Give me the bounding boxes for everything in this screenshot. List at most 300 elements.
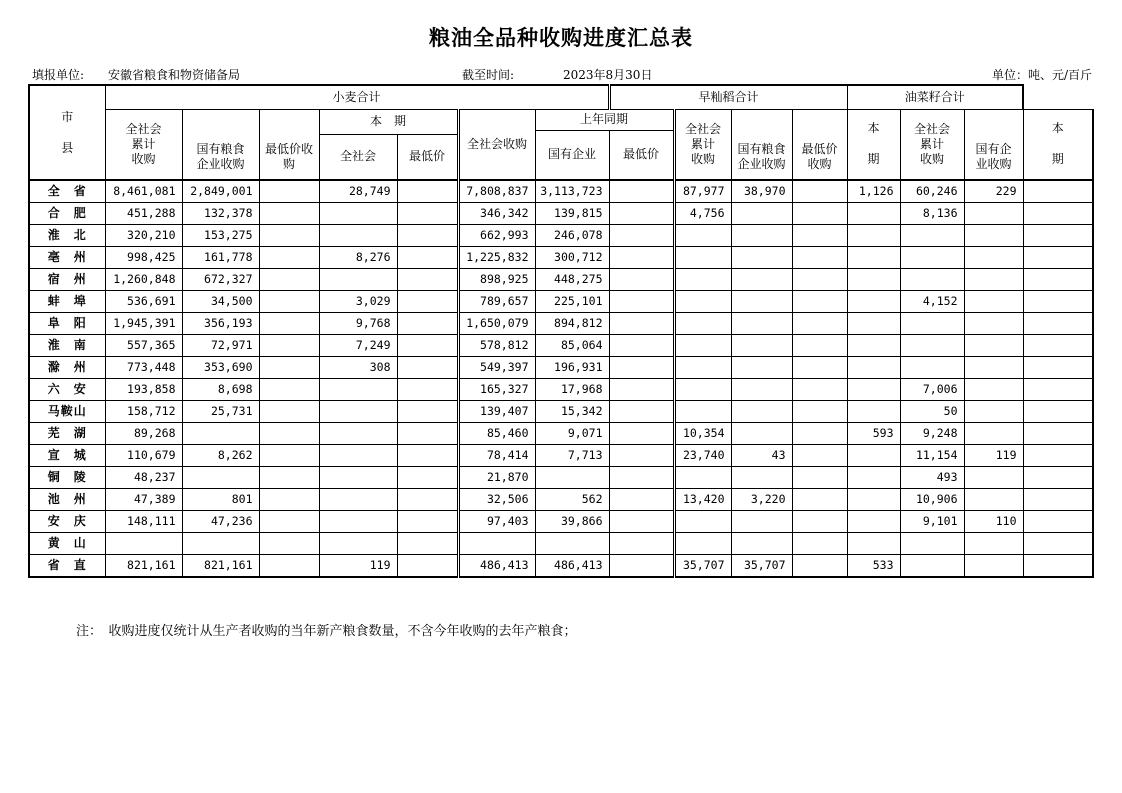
- table-cell: [397, 401, 458, 423]
- table-cell: [674, 335, 731, 357]
- table-cell: 17,968: [535, 379, 609, 401]
- table-row: [29, 180, 1093, 203]
- table-cell: [792, 445, 847, 467]
- table-cell: [792, 401, 847, 423]
- table-cell: [259, 313, 319, 335]
- table-cell: 356,193: [182, 313, 259, 335]
- table-cell: [105, 533, 182, 555]
- rape-current-line2: 期: [1051, 152, 1064, 167]
- table-cell: 7,006: [900, 379, 964, 401]
- table-cell: 39,866: [535, 511, 609, 533]
- table-cell: [609, 489, 674, 511]
- table-cell: [731, 511, 792, 533]
- early-rice-total-header: 早籼稻合计: [609, 85, 847, 109]
- table-cell: [182, 467, 259, 489]
- row-region-name: 芜 湖: [29, 423, 105, 445]
- table-cell: [964, 269, 1023, 291]
- rapeseed-total-header: 油菜籽合计: [847, 85, 1023, 109]
- table-cell: [674, 467, 731, 489]
- rice-cum-line1: 全社会: [684, 121, 721, 136]
- table-cell: [792, 467, 847, 489]
- table-cell: [397, 180, 458, 203]
- table-cell: [259, 335, 319, 357]
- table-cell: [397, 379, 458, 401]
- table-cell: [900, 555, 964, 578]
- table-cell: 119: [964, 445, 1023, 467]
- row-region-name: 蚌 埠: [29, 291, 105, 313]
- table-cell: [319, 401, 397, 423]
- table-cell: [1023, 180, 1093, 203]
- table-cell: [1023, 335, 1093, 357]
- table-cell: 23,740: [674, 445, 731, 467]
- table-cell: 7,249: [319, 335, 397, 357]
- rice-state-line2: 企业收购: [737, 156, 786, 171]
- table-cell: 8,461,081: [105, 180, 182, 203]
- table-cell: [900, 313, 964, 335]
- row-region-name: 亳 州: [29, 247, 105, 269]
- table-cell: [792, 379, 847, 401]
- table-cell: [731, 357, 792, 379]
- table-cell: [900, 269, 964, 291]
- rice-min-spacer: [792, 109, 847, 134]
- table-cell: 773,448: [105, 357, 182, 379]
- table-cell: [792, 533, 847, 555]
- table-cell: 1,225,832: [458, 247, 535, 269]
- wheat-cum-header: [105, 109, 182, 180]
- date-label: 截至时间:: [462, 68, 515, 82]
- table-cell: [259, 180, 319, 203]
- table-cell: [674, 379, 731, 401]
- table-cell: 139,407: [458, 401, 535, 423]
- table-cell: [964, 203, 1023, 225]
- wheat-cum-line1: 全社会: [125, 121, 162, 136]
- table-cell: 894,812: [535, 313, 609, 335]
- table-cell: 533: [847, 555, 900, 578]
- table-cell: [1023, 247, 1093, 269]
- rape-cum-header: [900, 109, 964, 180]
- table-cell: [964, 467, 1023, 489]
- table-cell: 486,413: [535, 555, 609, 578]
- rape-state-spacer: [964, 109, 1023, 134]
- row-region-name: 马鞍山: [29, 401, 105, 423]
- table-cell: [259, 225, 319, 247]
- table-cell: [792, 203, 847, 225]
- table-cell: [1023, 467, 1093, 489]
- table-cell: [397, 247, 458, 269]
- table-cell: 662,993: [458, 225, 535, 247]
- table-cell: [609, 225, 674, 247]
- rice-cum-header: [674, 109, 731, 180]
- row-region-name: 滁 州: [29, 357, 105, 379]
- rape-cum-line2: 累计: [919, 136, 944, 151]
- table-cell: [964, 555, 1023, 578]
- table-cell: [259, 247, 319, 269]
- table-cell: [319, 445, 397, 467]
- table-cell: [1023, 511, 1093, 533]
- table-cell: [964, 401, 1023, 423]
- measure-unit: 单位：吨、元/百斤: [991, 68, 1092, 82]
- table-cell: [397, 313, 458, 335]
- table-cell: [847, 247, 900, 269]
- table-cell: 38,970: [731, 180, 792, 203]
- date-value: 2023年8月30日: [563, 68, 653, 82]
- table-cell: [609, 555, 674, 578]
- table-cell: [397, 203, 458, 225]
- wheat-ly-min-header: 最低价: [609, 130, 674, 180]
- table-cell: 193,858: [105, 379, 182, 401]
- table-cell: [259, 511, 319, 533]
- table-cell: 246,078: [535, 225, 609, 247]
- table-row: [29, 313, 1093, 335]
- row-region-name: 安 庆: [29, 511, 105, 533]
- table-cell: [1023, 203, 1093, 225]
- table-cell: 158,712: [105, 401, 182, 423]
- table-cell: 9,101: [900, 511, 964, 533]
- table-cell: [847, 533, 900, 555]
- table-cell: [259, 467, 319, 489]
- table-cell: 25,731: [182, 401, 259, 423]
- wheat-ly-state-header: 国有企业: [535, 130, 609, 180]
- table-cell: [1023, 489, 1093, 511]
- table-cell: [609, 357, 674, 379]
- table-cell: 8,136: [900, 203, 964, 225]
- row-region-name: 宿 州: [29, 269, 105, 291]
- rape-state-line1: 国有企: [975, 141, 1012, 156]
- rape-current-line1: 本: [1051, 121, 1064, 136]
- table-cell: 536,691: [105, 291, 182, 313]
- purchase-progress-table: [28, 84, 1094, 578]
- table-cell: [1023, 291, 1093, 313]
- table-cell: [964, 247, 1023, 269]
- table-row: [29, 511, 1093, 533]
- table-cell: [847, 379, 900, 401]
- table-cell: 346,342: [458, 203, 535, 225]
- table-cell: [319, 489, 397, 511]
- table-row: [29, 533, 1093, 555]
- table-cell: 148,111: [105, 511, 182, 533]
- table-cell: 1,650,079: [458, 313, 535, 335]
- table-cell: 139,815: [535, 203, 609, 225]
- table-cell: 15,342: [535, 401, 609, 423]
- table-cell: 8,262: [182, 445, 259, 467]
- table-cell: [397, 533, 458, 555]
- rice-cum-line3: 收购: [690, 151, 715, 166]
- table-cell: [259, 445, 319, 467]
- table-cell: [609, 180, 674, 203]
- table-cell: 225,101: [535, 291, 609, 313]
- table-cell: [964, 357, 1023, 379]
- table-cell: [1023, 423, 1093, 445]
- table-cell: 11,154: [900, 445, 964, 467]
- table-cell: 72,971: [182, 335, 259, 357]
- table-cell: [731, 401, 792, 423]
- table-cell: [259, 489, 319, 511]
- table-cell: [259, 269, 319, 291]
- table-cell: 493: [900, 467, 964, 489]
- table-cell: [674, 225, 731, 247]
- page-title: 粮油全品种收购进度汇总表: [429, 26, 693, 50]
- table-cell: [397, 357, 458, 379]
- table-cell: 89,268: [105, 423, 182, 445]
- table-cell: [319, 203, 397, 225]
- table-cell: 1,260,848: [105, 269, 182, 291]
- table-cell: 1,945,391: [105, 313, 182, 335]
- rice-state-header: [731, 134, 792, 180]
- table-cell: [792, 555, 847, 578]
- table-cell: [397, 445, 458, 467]
- table-cell: [964, 533, 1023, 555]
- rape-cum-line3: 收购: [919, 151, 944, 166]
- table-cell: [847, 269, 900, 291]
- table-cell: [674, 313, 731, 335]
- table-cell: 593: [847, 423, 900, 445]
- table-cell: [397, 555, 458, 578]
- table-cell: [259, 379, 319, 401]
- wheat-state-line2: 企业收购: [196, 156, 245, 171]
- table-cell: [792, 335, 847, 357]
- table-cell: 9,071: [535, 423, 609, 445]
- table-cell: [397, 269, 458, 291]
- table-cell: [674, 511, 731, 533]
- rice-cum-line2: 累计: [690, 136, 715, 151]
- table-cell: [609, 335, 674, 357]
- table-cell: [847, 335, 900, 357]
- table-cell: 2,849,001: [182, 180, 259, 203]
- table-cell: [609, 269, 674, 291]
- table-row: [29, 357, 1093, 379]
- table-cell: 10,906: [900, 489, 964, 511]
- table-cell: [731, 247, 792, 269]
- table-cell: 486,413: [458, 555, 535, 578]
- table-cell: [319, 225, 397, 247]
- table-cell: 821,161: [105, 555, 182, 578]
- rice-current-line1: 本: [867, 121, 880, 136]
- table-cell: [731, 291, 792, 313]
- rape-state-line2: 业收购: [975, 156, 1012, 171]
- table-cell: [964, 489, 1023, 511]
- table-cell: [397, 225, 458, 247]
- wheat-min-line2: 购: [282, 156, 295, 171]
- table-cell: 9,248: [900, 423, 964, 445]
- table-cell: 549,397: [458, 357, 535, 379]
- wheat-min-header: [259, 134, 319, 180]
- table-cell: 47,236: [182, 511, 259, 533]
- table-row: [29, 423, 1093, 445]
- table-cell: [731, 335, 792, 357]
- table-cell: 50: [900, 401, 964, 423]
- rice-min-line2: 收购: [807, 156, 832, 171]
- table-cell: [259, 291, 319, 313]
- table-cell: [674, 357, 731, 379]
- table-cell: [731, 203, 792, 225]
- table-cell: 161,778: [182, 247, 259, 269]
- table-cell: [964, 379, 1023, 401]
- table-cell: [182, 423, 259, 445]
- table-cell: [674, 269, 731, 291]
- table-cell: [847, 511, 900, 533]
- table-cell: [847, 291, 900, 313]
- rice-state-line1: 国有粮食: [737, 141, 786, 156]
- table-cell: [674, 291, 731, 313]
- table-cell: [847, 225, 900, 247]
- table-cell: [1023, 379, 1093, 401]
- row-region-name: 阜 阳: [29, 313, 105, 335]
- table-row: [29, 335, 1093, 357]
- table-cell: [319, 269, 397, 291]
- table-cell: [319, 423, 397, 445]
- table-cell: [847, 489, 900, 511]
- table-cell: [847, 467, 900, 489]
- table-cell: 32,506: [458, 489, 535, 511]
- table-cell: [609, 423, 674, 445]
- wheat-state-header: [182, 134, 259, 180]
- table-cell: 4,152: [900, 291, 964, 313]
- table-cell: [397, 467, 458, 489]
- table-cell: [964, 335, 1023, 357]
- table-cell: 97,403: [458, 511, 535, 533]
- row-region-name: 黄 山: [29, 533, 105, 555]
- table-cell: [964, 225, 1023, 247]
- table-cell: [847, 445, 900, 467]
- table-cell: [259, 423, 319, 445]
- table-cell: [397, 291, 458, 313]
- table-cell: 9,768: [319, 313, 397, 335]
- table-cell: 28,749: [319, 180, 397, 203]
- table-cell: [609, 467, 674, 489]
- table-cell: [731, 423, 792, 445]
- table-cell: [964, 423, 1023, 445]
- table-cell: [397, 489, 458, 511]
- table-cell: 229: [964, 180, 1023, 203]
- table-cell: [182, 533, 259, 555]
- table-cell: 562: [535, 489, 609, 511]
- table-row: [29, 401, 1093, 423]
- table-cell: [259, 533, 319, 555]
- table-cell: 10,354: [674, 423, 731, 445]
- table-cell: 320,210: [105, 225, 182, 247]
- table-cell: [900, 225, 964, 247]
- table-cell: [259, 401, 319, 423]
- table-cell: 21,870: [458, 467, 535, 489]
- table-row: [29, 555, 1093, 578]
- table-cell: 300,712: [535, 247, 609, 269]
- wheat-ly-all-header: 全社会收购: [458, 109, 535, 180]
- table-cell: [259, 203, 319, 225]
- table-cell: 153,275: [182, 225, 259, 247]
- table-cell: [458, 533, 535, 555]
- table-cell: [792, 269, 847, 291]
- table-row: [29, 203, 1093, 225]
- row-region-name: 合 肥: [29, 203, 105, 225]
- table-row: [29, 379, 1093, 401]
- table-cell: 448,275: [535, 269, 609, 291]
- table-cell: [319, 467, 397, 489]
- wheat-min-line1: 最低价收: [264, 141, 313, 156]
- table-cell: [674, 247, 731, 269]
- table-cell: 3,220: [731, 489, 792, 511]
- table-cell: [731, 225, 792, 247]
- row-region-name: 省 直: [29, 555, 105, 578]
- table-cell: 789,657: [458, 291, 535, 313]
- row-region-name: 淮 南: [29, 335, 105, 357]
- table-cell: [900, 335, 964, 357]
- table-cell: 47,389: [105, 489, 182, 511]
- city-header-label: 市: [61, 109, 74, 124]
- county-header-label: 县: [61, 140, 74, 155]
- table-cell: 801: [182, 489, 259, 511]
- row-region-name: 铜 陵: [29, 467, 105, 489]
- table-cell: [792, 511, 847, 533]
- table-cell: 132,378: [182, 203, 259, 225]
- table-cell: [609, 445, 674, 467]
- table-cell: [674, 401, 731, 423]
- rape-state-header: [964, 134, 1023, 180]
- city-county-header: [29, 85, 105, 180]
- table-cell: [792, 180, 847, 203]
- table-cell: [731, 313, 792, 335]
- table-cell: 78,414: [458, 445, 535, 467]
- rice-current-line2: 期: [867, 152, 880, 167]
- table-cell: [847, 203, 900, 225]
- table-cell: [1023, 445, 1093, 467]
- row-region-name: 池 州: [29, 489, 105, 511]
- table-cell: 60,246: [900, 180, 964, 203]
- table-cell: [609, 379, 674, 401]
- table-cell: [1023, 533, 1093, 555]
- rape-current-header: [1023, 109, 1093, 180]
- table-cell: 85,460: [458, 423, 535, 445]
- table-cell: 35,707: [731, 555, 792, 578]
- table-cell: 48,237: [105, 467, 182, 489]
- table-cell: 196,931: [535, 357, 609, 379]
- table-cell: 35,707: [674, 555, 731, 578]
- table-cell: 110: [964, 511, 1023, 533]
- table-row: [29, 247, 1093, 269]
- table-cell: [792, 357, 847, 379]
- table-cell: [792, 313, 847, 335]
- table-cell: [964, 291, 1023, 313]
- table-cell: [964, 313, 1023, 335]
- table-cell: [900, 357, 964, 379]
- table-cell: 8,276: [319, 247, 397, 269]
- table-row: [29, 269, 1093, 291]
- table-cell: 353,690: [182, 357, 259, 379]
- table-cell: 821,161: [182, 555, 259, 578]
- table-cell: [792, 423, 847, 445]
- table-cell: 4,756: [674, 203, 731, 225]
- table-cell: [792, 247, 847, 269]
- table-cell: [397, 423, 458, 445]
- table-cell: 3,113,723: [535, 180, 609, 203]
- wheat-cum-line2: 累计: [131, 136, 156, 151]
- table-cell: [259, 555, 319, 578]
- row-region-name: 六 安: [29, 379, 105, 401]
- table-row: [29, 225, 1093, 247]
- table-cell: [609, 313, 674, 335]
- table-cell: [792, 225, 847, 247]
- table-cell: [609, 533, 674, 555]
- table-cell: [847, 313, 900, 335]
- row-region-name: 淮 北: [29, 225, 105, 247]
- table-cell: [1023, 225, 1093, 247]
- table-cell: 43: [731, 445, 792, 467]
- table-cell: [535, 467, 609, 489]
- table-cell: [731, 379, 792, 401]
- table-cell: [609, 401, 674, 423]
- table-cell: [847, 357, 900, 379]
- table-cell: [900, 247, 964, 269]
- rice-state-spacer: [731, 109, 792, 134]
